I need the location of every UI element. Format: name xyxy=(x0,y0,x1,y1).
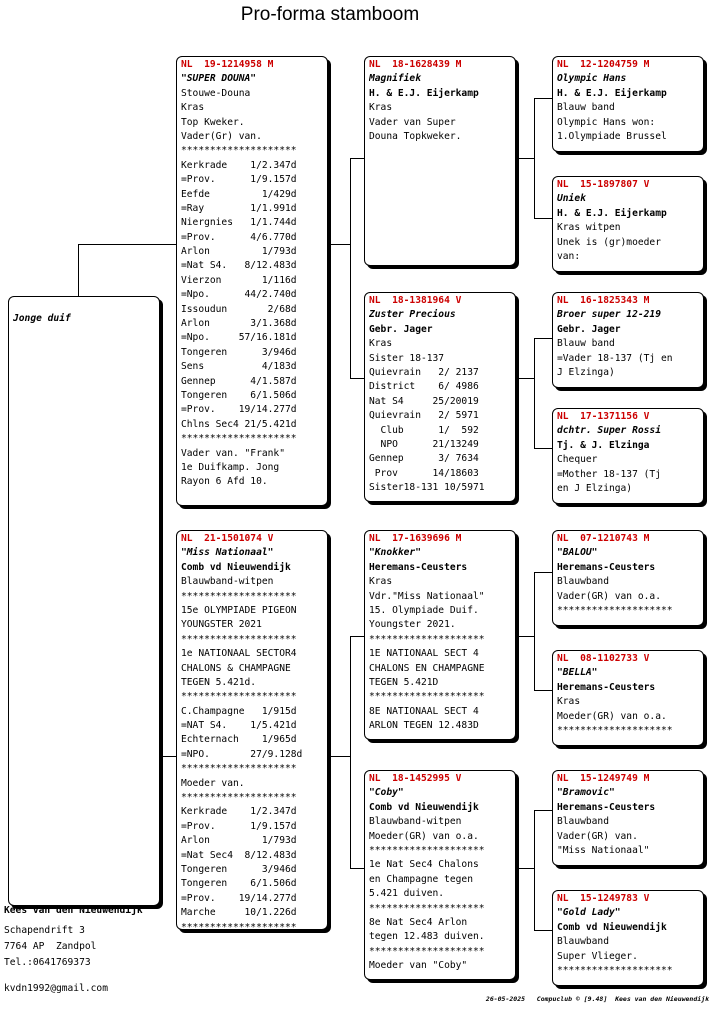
pigeon-name: "Coby" xyxy=(369,787,404,799)
info-line: Blauw band xyxy=(557,338,615,350)
info-line: Vader(Gr) van. xyxy=(181,130,262,142)
footer-software: Compuclub © [9.48] xyxy=(536,995,608,1003)
info-line: ******************** xyxy=(557,604,673,616)
connector-line xyxy=(518,158,534,159)
pigeon-name: "Bramovic" xyxy=(557,787,615,799)
info-line: 1e NATIONAAL SECTOR4 xyxy=(181,648,297,660)
pedigree-card-p7 xyxy=(552,56,704,152)
info-line: =NPO. 27/9.128d xyxy=(181,748,303,760)
info-line: Sister 18-137 xyxy=(369,352,445,364)
owner-name: Heremans-Ceusters xyxy=(557,801,656,813)
info-line: Blauwband xyxy=(557,936,609,948)
connector-line xyxy=(350,636,364,637)
connector-line xyxy=(534,810,552,811)
footer xyxy=(486,995,709,1003)
info-line: Kras xyxy=(369,338,393,350)
info-line: Chlns Sec4 21/5.421d xyxy=(181,418,297,430)
pigeon-name: Zuster Precious xyxy=(369,309,456,321)
pedigree-card-p8 xyxy=(552,176,704,272)
info-line: Moeder van. xyxy=(181,777,245,789)
connector-line xyxy=(518,636,534,637)
connector-line xyxy=(78,244,176,245)
info-line: Douna Topkweker. xyxy=(369,130,462,142)
pigeon-name: Uniek xyxy=(557,193,586,205)
ring-number: NL 17-1639696 M xyxy=(369,533,462,544)
info-line: Rayon 6 Afd 10. xyxy=(181,476,268,488)
info-line: Blauwband xyxy=(557,816,609,828)
info-line: ******************** xyxy=(557,724,673,736)
info-line: Blauwband xyxy=(557,576,609,588)
connector-line xyxy=(330,756,350,757)
info-line: Tongeren 6/1.506d xyxy=(181,389,297,401)
pedigree-card-p6 xyxy=(364,770,516,980)
info-line: ******************** xyxy=(557,964,673,976)
info-line: Kras witpen xyxy=(557,222,621,234)
owner-name: Heremans-Ceusters xyxy=(557,681,656,693)
connector-line xyxy=(534,930,552,931)
info-line: ARLON TEGEN 12.483D xyxy=(369,720,479,732)
info-line: Arlon 3/1.368d xyxy=(181,318,297,330)
info-line: ******************** xyxy=(181,433,297,445)
info-line: Vader(GR) van. xyxy=(557,830,638,842)
info-line: TEGEN 5.421D xyxy=(369,676,439,688)
connector-line xyxy=(534,338,535,448)
info-line: van: xyxy=(557,250,581,262)
info-line: tegen 12.483 duiven. xyxy=(369,931,485,943)
info-line: ******************** xyxy=(181,590,297,602)
ring-number: NL 19-1214958 M xyxy=(181,59,274,70)
connector-line xyxy=(534,448,552,449)
info-line: =Mother 18-137 (Tj xyxy=(557,468,661,480)
pedigree-card-p5 xyxy=(364,530,516,740)
connector-line xyxy=(78,244,79,298)
connector-line xyxy=(534,338,552,339)
owner-name: Heremans-Ceusters xyxy=(557,561,656,573)
info-line: ******************** xyxy=(369,844,485,856)
info-line: ******************** xyxy=(369,902,485,914)
info-line: Blauwband-witpen xyxy=(181,576,274,588)
info-line: C.Champagne 1/915d xyxy=(181,705,297,717)
info-line: Kerkrade 1/2.347d xyxy=(181,159,297,171)
pedigree-card-p13 xyxy=(552,770,704,866)
info-line: Tongeren 6/1.506d xyxy=(181,878,297,890)
info-line: Arlon 1/793d xyxy=(181,246,297,258)
ring-number: NL 07-1210743 M xyxy=(557,533,650,544)
pedigree-card-p1 xyxy=(176,56,328,506)
info-line: TEGEN 5.421d. xyxy=(181,676,257,688)
pigeon-name: "SUPER DOUNA" xyxy=(181,73,257,85)
info-line: Moeder van "Coby" xyxy=(369,960,468,972)
pedigree-card-p3 xyxy=(364,56,516,266)
info-line: Quievrain 2/ 5971 xyxy=(369,410,479,422)
pigeon-name: dchtr. Super Rossi xyxy=(557,425,661,437)
connector-line xyxy=(350,158,364,159)
info-line: CHALONS & CHAMPAGNE xyxy=(181,662,291,674)
connector-line xyxy=(534,218,552,219)
info-line: Echternach 1/965d xyxy=(181,734,297,746)
pedigree-card-p11 xyxy=(552,530,704,626)
info-line: Stouwe-Douna xyxy=(181,87,251,99)
ring-number: NL 16-1825343 M xyxy=(557,295,650,306)
connector-line xyxy=(518,868,534,869)
info-line: ******************** xyxy=(181,691,297,703)
info-line: =Prov. 19/14.277d xyxy=(181,892,297,904)
breeder-city: 7764 AP Zandpol xyxy=(4,941,97,952)
connector-line xyxy=(518,378,534,379)
info-line: =Prov. 1/9.157d xyxy=(181,820,297,832)
ring-number: NL 12-1204759 M xyxy=(557,59,650,70)
connector-line xyxy=(534,572,552,573)
breeder-street: Schapendrift 3 xyxy=(4,925,85,936)
pedigree-card-p14 xyxy=(552,890,704,986)
ring-number: NL 21-1501074 V xyxy=(181,533,274,544)
info-line: 5.421 duiven. xyxy=(369,888,445,900)
ring-number: NL 08-1102733 V xyxy=(557,653,650,664)
footer-author: Kees van den Nieuwendijk xyxy=(615,995,709,1003)
info-line: Vierzon 1/116d xyxy=(181,274,297,286)
ring-number: NL 15-1897807 V xyxy=(557,179,650,190)
info-line: Moeder(GR) van o.a. xyxy=(557,710,667,722)
info-line: YOUNGSTER 2021 xyxy=(181,619,262,631)
info-line: Eefde 1/429d xyxy=(181,188,297,200)
owner-name: Comb vd Nieuwendijk xyxy=(557,921,667,933)
info-line: =Vader 18-137 (Tj en xyxy=(557,352,673,364)
info-line: ******************** xyxy=(181,633,297,645)
info-line: =NAT S4. 1/5.421d xyxy=(181,720,297,732)
info-line: Sens 4/183d xyxy=(181,361,297,373)
pigeon-name: Olympic Hans xyxy=(557,73,627,85)
info-line: Nat S4 25/20019 xyxy=(369,395,479,407)
info-line: ******************** xyxy=(181,763,297,775)
info-line: Vader van. "Frank" xyxy=(181,447,285,459)
info-line: Tongeren 3/946d xyxy=(181,346,297,358)
info-line: Niergnies 1/1.744d xyxy=(181,217,297,229)
connector-line xyxy=(534,690,552,691)
ring-number: NL 18-1628439 M xyxy=(369,59,462,70)
owner-name: Heremans-Ceusters xyxy=(369,561,468,573)
connector-line xyxy=(534,810,535,930)
owner-name: Tj. & J. Elzinga xyxy=(557,439,650,451)
info-line: Tongeren 3/946d xyxy=(181,863,297,875)
pedigree-card-p9 xyxy=(552,292,704,388)
info-line: Club 1/ 592 xyxy=(369,424,479,436)
info-line: CHALONS EN CHAMPAGNE xyxy=(369,662,485,674)
info-line: Vdr."Miss Nationaal" xyxy=(369,590,485,602)
pedigree-card-p12 xyxy=(552,650,704,746)
info-line: =Prov. 4/6.770d xyxy=(181,231,297,243)
info-line: Chequer xyxy=(557,454,598,466)
info-line: =Npo. 44/2.740d xyxy=(181,289,297,301)
pigeon-name: "Miss Nationaal" xyxy=(181,547,274,559)
info-line: Blauw band xyxy=(557,102,615,114)
info-line: Marche 10/1.226d xyxy=(181,907,297,919)
pigeon-name: Magnifiek xyxy=(369,73,421,85)
connector-line xyxy=(350,158,351,378)
info-line: =Prov. 1/9.157d xyxy=(181,174,297,186)
info-line: Blauwband-witpen xyxy=(369,816,462,828)
owner-name: H. & E.J. Eijerkamp xyxy=(557,207,667,219)
ring-number: NL 17-1371156 V xyxy=(557,411,650,422)
connector-line xyxy=(330,244,350,245)
pigeon-name: Jonge duif xyxy=(13,313,71,325)
info-line: =Nat Sec4 8/12.483d xyxy=(181,849,297,861)
info-line: Kras xyxy=(369,102,393,114)
info-line: Youngster 2021. xyxy=(369,619,456,631)
info-line: 8E NATIONAAL SECT 4 xyxy=(369,705,479,717)
owner-name: Comb vd Nieuwendijk xyxy=(369,801,479,813)
info-line: 1E NATIONAAL SECT 4 xyxy=(369,648,479,660)
info-line: 8e Nat Sec4 Arlon xyxy=(369,916,468,928)
info-line: ******************** xyxy=(369,691,485,703)
info-line: Vader(GR) van o.a. xyxy=(557,590,661,602)
info-line: 1e Nat Sec4 Chalons xyxy=(369,859,479,871)
connector-line xyxy=(534,572,535,690)
owner-name: Gebr. Jager xyxy=(557,323,621,335)
info-line: Sister18-131 10/5971 xyxy=(369,482,485,494)
connector-line xyxy=(350,378,364,379)
info-line: "Miss Nationaal" xyxy=(557,844,650,856)
info-line: Kras xyxy=(369,576,393,588)
owner-name: Gebr. Jager xyxy=(369,323,433,335)
breeder-phone: Tel.:0641769373 xyxy=(4,957,91,968)
info-line: 15. Olympiade Duif. xyxy=(369,604,479,616)
info-line: en J Elzinga) xyxy=(557,482,633,494)
info-line: ******************** xyxy=(181,145,297,157)
info-line: NPO 21/13249 xyxy=(369,438,479,450)
footer-date: 26-05-2025 xyxy=(485,995,526,1003)
info-line: ******************** xyxy=(181,921,297,930)
connector-line xyxy=(350,636,351,868)
info-line: Super Vlieger. xyxy=(557,950,638,962)
info-line: Unek is (gr)moeder xyxy=(557,236,661,248)
info-line: J Elzinga) xyxy=(557,366,615,378)
info-line: 1e Duifkamp. Jong xyxy=(181,461,280,473)
info-line: ******************** xyxy=(181,792,297,804)
pedigree-card-p0 xyxy=(8,296,160,906)
info-line: Kras xyxy=(557,696,581,708)
pedigree-card-p4 xyxy=(364,292,516,502)
ring-number: NL 15-1249783 V xyxy=(557,893,650,904)
info-line: Arlon 1/793d xyxy=(181,835,297,847)
info-line: Top Kweker. xyxy=(181,116,245,128)
info-line: Kerkrade 1/2.347d xyxy=(181,806,297,818)
pigeon-name: "BALOU" xyxy=(557,547,598,559)
info-line: ******************** xyxy=(369,633,485,645)
info-line: =Nat S4. 8/12.483d xyxy=(181,260,297,272)
owner-name: Comb vd Nieuwendijk xyxy=(181,561,291,573)
info-line: Gennep 3/ 7634 xyxy=(369,453,479,465)
info-line: Kras xyxy=(181,102,205,114)
page-title: Pro-forma stamboom xyxy=(240,4,420,25)
ring-number: NL 15-1249749 M xyxy=(557,773,650,784)
pigeon-name: "BELLA" xyxy=(557,667,598,679)
owner-name: H. & E.J. Eijerkamp xyxy=(557,87,667,99)
info-line: Olympic Hans won: xyxy=(557,116,656,128)
info-line: ******************** xyxy=(369,945,485,957)
info-line: Gennep 4/1.587d xyxy=(181,375,297,387)
info-line: District 6/ 4986 xyxy=(369,381,479,393)
pigeon-name: Broer super 12-219 xyxy=(557,309,661,321)
info-line: en Champagne tegen xyxy=(369,873,473,885)
pigeon-name: "Gold Lady" xyxy=(557,907,621,919)
info-line: =Ray 1/1.991d xyxy=(181,202,297,214)
ring-number: NL 18-1452995 V xyxy=(369,773,462,784)
info-line: Moeder(GR) van o.a. xyxy=(369,830,479,842)
connector-line xyxy=(534,98,552,99)
info-line: Issoudun 2/68d xyxy=(181,303,297,315)
breeder-name: Kees van den Nieuwendijk xyxy=(4,905,143,916)
info-line: =Prov. 19/14.277d xyxy=(181,404,297,416)
info-line: 1.Olympiade Brussel xyxy=(557,130,667,142)
info-line: 15e OLYMPIADE PIGEON xyxy=(181,604,297,616)
ring-number: NL 18-1381964 V xyxy=(369,295,462,306)
info-line: Quievrain 2/ 2137 xyxy=(369,366,479,378)
info-line: Prov 14/18603 xyxy=(369,467,479,479)
connector-line xyxy=(350,868,364,869)
connector-line xyxy=(534,98,535,218)
owner-name: H. & E.J. Eijerkamp xyxy=(369,87,479,99)
pedigree-card-p10 xyxy=(552,408,704,504)
breeder-email: kvdn1992@gmail.com xyxy=(4,983,108,994)
info-line: =Npo. 57/16.181d xyxy=(181,332,297,344)
pedigree-card-p2 xyxy=(176,530,328,930)
info-line: Vader van Super xyxy=(369,116,456,128)
pigeon-name: "Knokker" xyxy=(369,547,421,559)
